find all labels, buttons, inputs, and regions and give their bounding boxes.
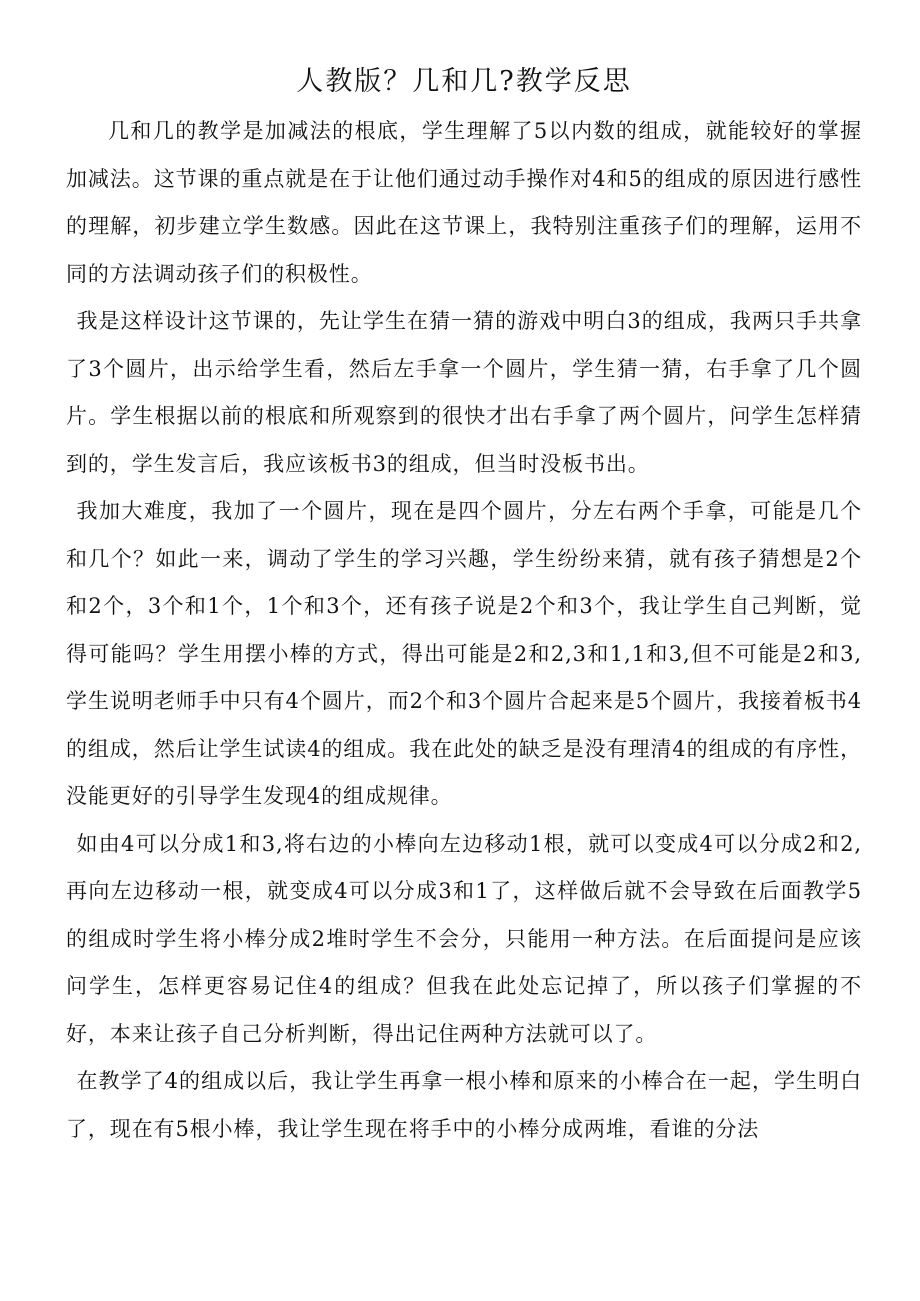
paragraph-4: 如由4可以分成1和3,将右边的小棒向左边移动1根，就可以变成4可以分成2和2,再向左边移动一根，就变成4可以分成3和1了，这样做后就不会导致在后面教学5的组成时学生将小棒分成2堆时学生不会分，只能用一种方法。在后面提问是应该问学生，怎样更容易记住4的组成？但我在此处忘记掉了，所以孩子们掌握的不好，本来让孩子自己分析判断，得出记住两种方法就可以了。 [66, 831, 862, 1046]
paragraph-2: 我是这样设计这节课的，先让学生在猜一猜的游戏中明白3的组成，我两只手共拿了3个圆片，出示给学生看，然后左手拿一个圆片，学生猜一猜，右手拿了几个圆片。学生根据以前的根底和所观察到的很快才出右手拿了两个圆片，问学生怎样猜到的，学生发言后，我应该板书3的组成，但当时没板书出。 [66, 309, 862, 476]
document-title: 人教版？几和几?教学反思 [296, 66, 632, 97]
paragraph-5: 在教学了4的组成以后，我让学生再拿一根小棒和原来的小棒合在一起，学生明白了，现在有5根小棒，我让学生现在将手中的小棒分成两堆，看谁的分法 [66, 1069, 862, 1141]
paragraph-3: 我加大难度，我加了一个圆片，现在是四个圆片，分左右两个手拿，可能是几个和几个？如此一来，调动了学生的学习兴趣，学生纷纷来猜，就有孩子猜想是2个和2个，3个和1个，1个和3个，还有孩子说是2个和3个，我让学生自己判断，觉得可能吗？学生用摆小棒的方式，得出可能是2和2,3和1,1和3,但不可能是2和3,学生说明老师手中只有4个圆片，而2个和3个圆片合起来是5个圆片，我接着板书4的组成，然后让学生试读4的组成。我在此处的缺乏是没有理清4的组成的有序性，没能更好的引导学生发现4的组成规律。 [66, 499, 862, 808]
paragraph-1: 几和几的教学是加减法的根底，学生理解了5以内数的组成，就能较好的掌握加减法。这节课的重点就是在于让他们通过动手操作对4和5的组成的原因进行感性的理解，初步建立学生数感。因此在这节课上，我特别注重孩子们的理解，运用不同的方法调动孩子们的积极性。 [66, 119, 862, 286]
